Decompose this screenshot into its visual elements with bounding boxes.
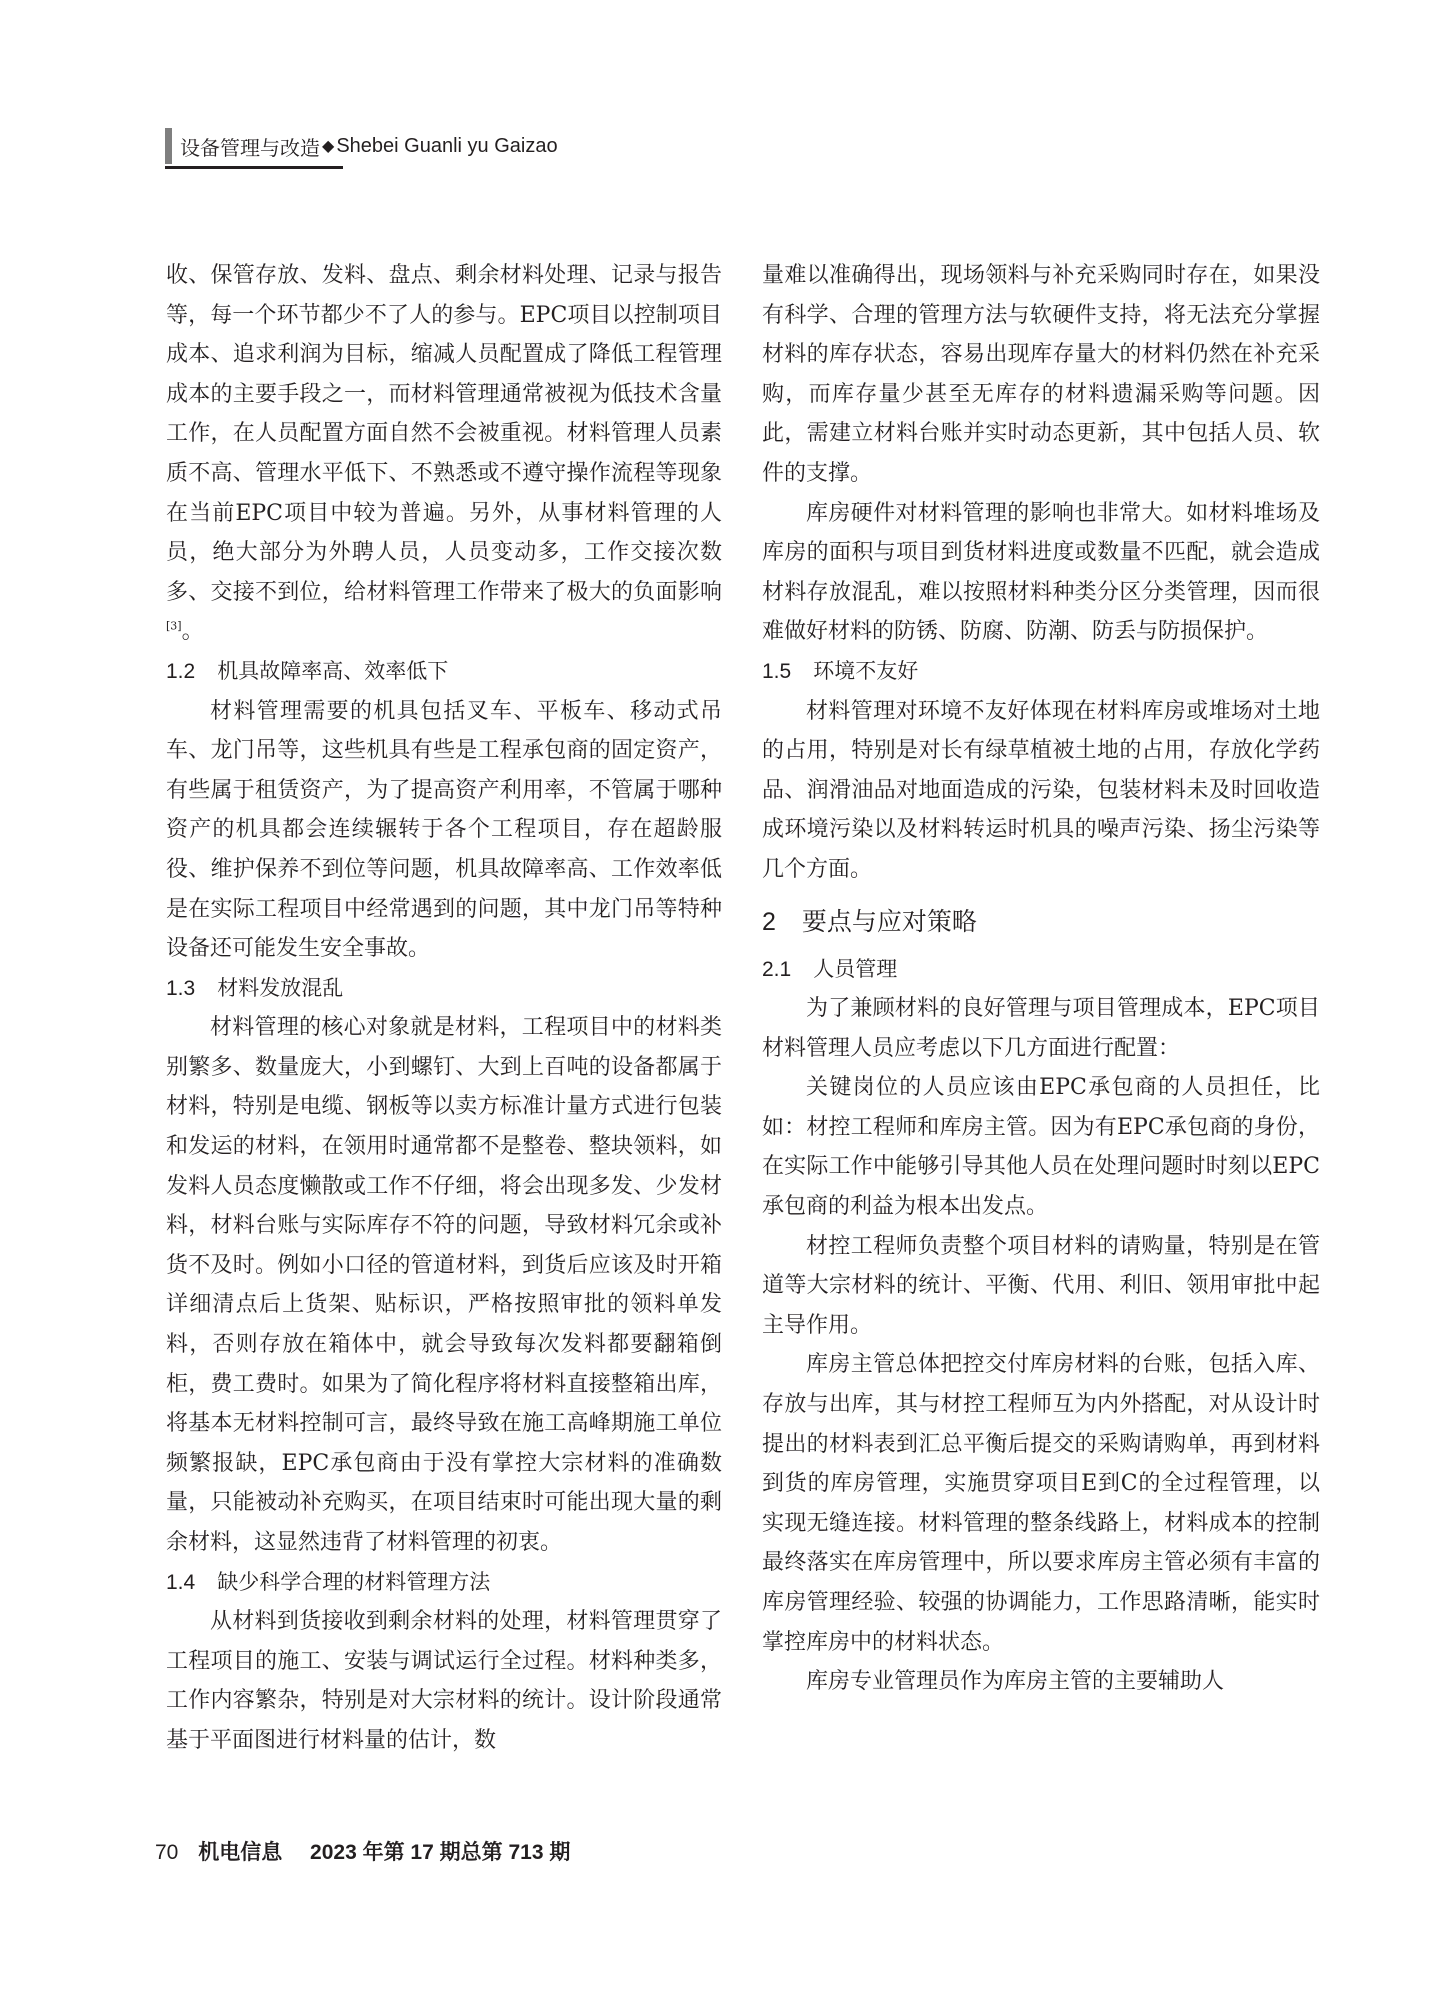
paragraph: 量难以准确得出，现场领料与补充采购同时存在，如果没有科学、合理的管理方法与软硬件支持，将无法充分掌握材料的库存状态，容易出现库存量大的材料仍然在补充采购，而库存量少甚至无库存的材料遗漏采购等问题。因此，需建立材料台账并实时动态更新，其中包括人员、软件的支撑。 bbox=[762, 263, 1320, 486]
paragraph: 材料管理对环境不友好体现在材料库房或堆场对土地的占用，特别是对长有绿草植被土地的占用，存放化学药品、润滑油品对地面造成的污染，包装材料未及时回收造成环境污染以及材料转运时机具的噪声污染、扬尘污染等几个方面。 bbox=[762, 698, 1320, 882]
header-underline bbox=[165, 166, 343, 169]
section-heading-1-5: 1.5 环境不友好 bbox=[762, 659, 919, 683]
section-heading-2-1: 2.1 人员管理 bbox=[762, 957, 898, 981]
paragraph: 库房硬件对材料管理的影响也非常大。如材料堆场及库房的面积与项目到货材料进度或数量不匹配，就会造成材料存放混乱，难以按照材料种类分区分类管理，因而很难做好材料的防锈、防腐、防潮、防丢与防损保护。 bbox=[762, 500, 1320, 645]
paragraph: 收、保管存放、发料、盘点、剩余材料处理、记录与报告等，每一个环节都少不了人的参与。EPC项目以控制项目成本、追求利润为目标，缩减人员配置成了降低工程管理成本的主要手段之一，而材料管理通常被视为低技术含量工作，在人员配置方面自然不会被重视。材料管理人员素质不高、管理水平低下、不熟悉或不遵守操作流程等现象在当前EPC项目中较为普遍。另外，从事材料管理的人员，绝大部分为外聘人员，人员变动多，工作交接次数多、交接不到位，给材料管理工作带来了极大的负面影响[3]。 bbox=[166, 263, 722, 645]
journal-title-cn: 设备管理与改造 bbox=[180, 137, 320, 160]
diamond-icon: ◆ bbox=[322, 138, 335, 155]
citation-ref: [3] bbox=[166, 620, 182, 634]
header-bar bbox=[165, 128, 172, 164]
paragraph: 材料管理的核心对象就是材料，工程项目中的材料类别繁多、数量庞大，小到螺钉、大到上百吨的设备都属于材料，特别是电缆、钢板等以卖方标准计量方式进行包装和发运的材料，在领用时通常都不是整卷、整块领料，如发料人员态度懒散或工作不仔细，将会出现多发、少发材料，材料台账与实际库存不符的问题，导致材料冗余或补货不及时。例如小口径的管道材料，到货后应该及时开箱详细清点后上货架、贴标识，严格按照审批的领料单发料，否则存放在箱体中，就会导致每次发料都要翻箱倒柜，费工费时。如果为了简化程序将材料直接整箱出库，将基本无材料控制可言，最终导致在施工高峰期施工单位频繁报缺，EPC承包商由于没有掌控大宗材料的准确数量，只能被动补充购买，在项目结束时可能出现大量的剩余材料，这显然违背了材料管理的初衷。 bbox=[166, 1015, 722, 1555]
page-number: 70 bbox=[155, 1841, 179, 1864]
journal-name: 机电信息 bbox=[198, 1841, 283, 1864]
paragraph: 材料管理需要的机具包括叉车、平板车、移动式吊车、龙门吊等，这些机具有些是工程承包商的固定资产，有些属于租赁资产，为了提高资产利用率，不管属于哪种资产的机具都会连续辗转于各个工程项目，存在超龄服役、维护保养不到位等问题，机具故障率高、工作效率低是在实际工程项目中经常遇到的问题，其中龙门吊等特种设备还可能发生安全事故。 bbox=[166, 698, 722, 962]
paragraph: 库房主管总体把控交付库房材料的台账，包括入库、存放与出库，其与材控工程师互为内外搭配，对从设计时提出的材料表到汇总平衡后提交的采购请购单，再到材料到货的库房管理，实施贯穿项目E到C的全过程管理，以实现无缝连接。材料管理的整条线路上，材料成本的控制最终落实在库房管理中，所以要求库房主管必须有丰富的库房管理经验、较强的协调能力，工作思路清晰，能实时掌控库房中的材料状态。 bbox=[762, 1352, 1320, 1655]
issue-info: 2023 年第 17 期总第 713 期 bbox=[310, 1841, 571, 1864]
section-heading-2: 2 要点与应对策略 bbox=[762, 907, 977, 936]
journal-title-en: Shebei Guanli yu Gaizao bbox=[336, 134, 558, 157]
section-heading-1-4: 1.4 缺少科学合理的材料管理方法 bbox=[166, 1570, 491, 1594]
right-column bbox=[762, 256, 1320, 1702]
paragraph: 材控工程师负责整个项目材料的请购量，特别是在管道等大宗材料的统计、平衡、代用、利旧、领用审批中起主导作用。 bbox=[762, 1233, 1320, 1338]
paragraph: 从材料到货接收到剩余材料的处理，材料管理贯穿了工程项目的施工、安装与调试运行全过程。材料种类多，工作内容繁杂，特别是对大宗材料的统计。设计阶段通常基于平面图进行材料量的估计，数 bbox=[166, 1609, 722, 1753]
left-column bbox=[166, 256, 722, 1761]
paragraph: 关键岗位的人员应该由EPC承包商的人员担任，比如：材控工程师和库房主管。因为有EPC承包商的身份，在实际工作中能够引导其他人员在处理问题时时刻以EPC承包商的利益为根本出发点。 bbox=[762, 1075, 1320, 1220]
section-heading-1-3: 1.3 材料发放混乱 bbox=[166, 976, 344, 1000]
page-footer bbox=[155, 1836, 570, 1866]
section-heading-1-2: 1.2 机具故障率高、效率低下 bbox=[166, 659, 449, 683]
paragraph: 库房专业管理员作为库房主管的主要辅助人 bbox=[806, 1669, 1225, 1695]
paragraph: 为了兼顾材料的良好管理与项目管理成本，EPC项目材料管理人员应考虑以下几方面进行配置： bbox=[762, 996, 1320, 1061]
running-head bbox=[165, 128, 558, 164]
